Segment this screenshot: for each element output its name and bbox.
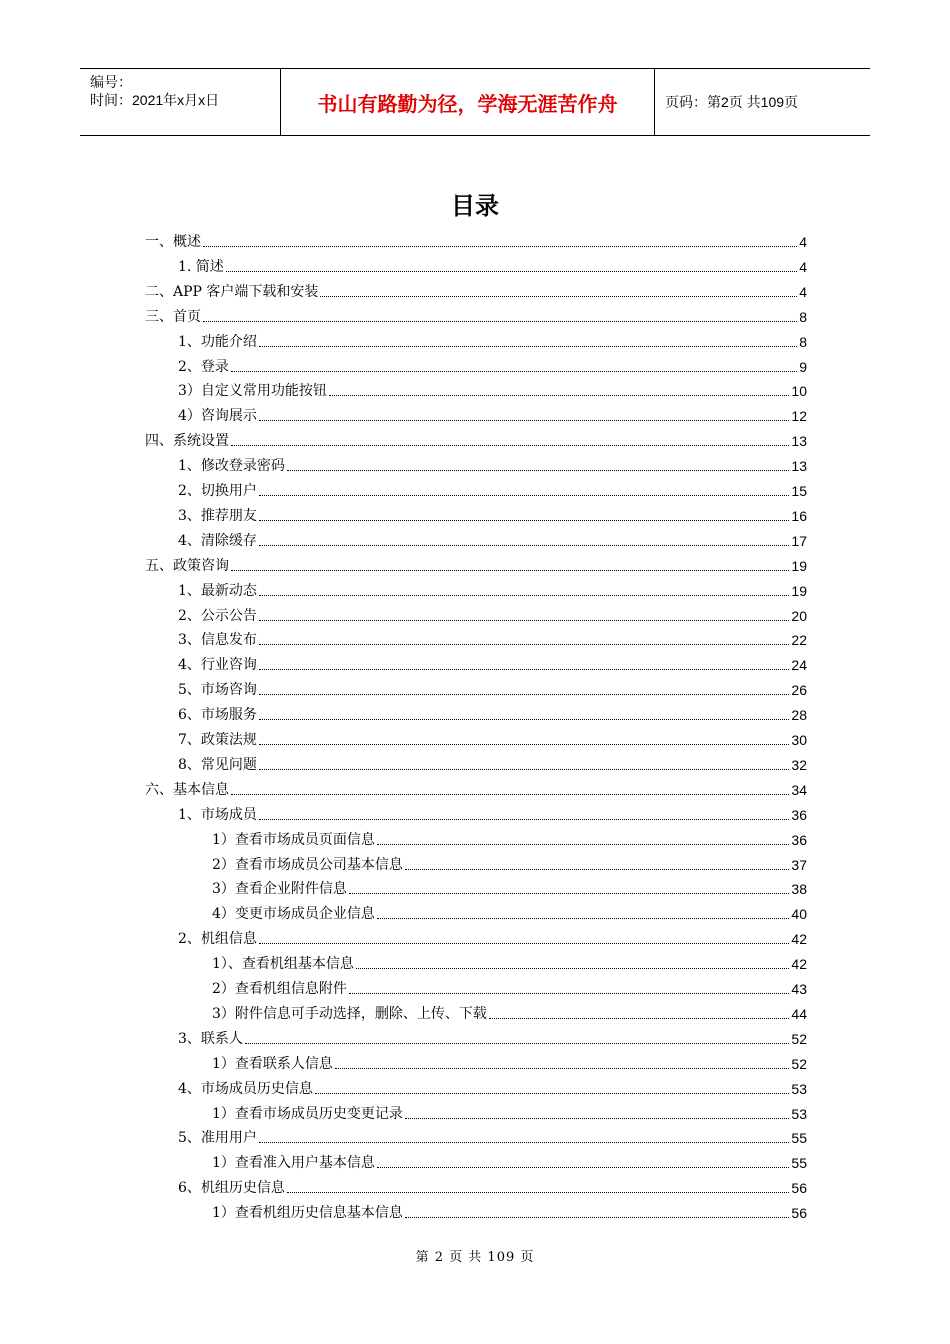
- toc-entry[interactable]: [178, 453, 807, 475]
- toc-dot-leader: [231, 371, 797, 372]
- toc-entry[interactable]: [178, 1076, 807, 1098]
- toc-entry[interactable]: [178, 1175, 807, 1197]
- toc-entry[interactable]: [212, 901, 807, 923]
- toc-entry-label: 5、准用用户: [178, 1130, 257, 1147]
- toc-entry[interactable]: [212, 827, 807, 849]
- toc-dot-leader: [231, 794, 789, 795]
- toc-dot-leader: [405, 869, 790, 870]
- toc-entry-label: 2、登录: [178, 358, 229, 375]
- toc-dot-leader: [226, 271, 797, 272]
- toc-dot-leader: [259, 694, 790, 695]
- toc-entry[interactable]: [178, 627, 807, 649]
- toc-entry-label: 2、机组信息: [178, 931, 257, 948]
- toc-entry-page: 30: [791, 732, 807, 748]
- toc-entry-label: 3）自定义常用功能按钮: [178, 383, 327, 400]
- toc-entry[interactable]: [145, 777, 807, 799]
- toc-entry-page: 36: [791, 831, 807, 848]
- toc-entry-label: 5、市场咨询: [178, 682, 257, 699]
- toc-entry[interactable]: [212, 876, 807, 898]
- toc-entry[interactable]: [145, 304, 807, 326]
- toc-entry[interactable]: [178, 652, 807, 674]
- toc-entry[interactable]: [212, 976, 807, 998]
- toc-entry-label: 7、政策法规: [178, 732, 257, 748]
- toc-entry-page: 43: [791, 981, 807, 997]
- toc-entry[interactable]: [212, 1150, 807, 1172]
- toc-entry-page: 12: [791, 408, 807, 425]
- toc-entry[interactable]: [178, 727, 807, 749]
- toc-dot-leader: [259, 644, 790, 645]
- toc-dot-leader: [356, 968, 790, 969]
- toc-entry-label: 8、常见问题: [178, 756, 257, 773]
- toc-entry-label: 6、机组历史信息: [178, 1180, 285, 1197]
- toc-dot-leader: [377, 918, 790, 919]
- toc-entry-page: 24: [791, 657, 807, 674]
- toc-dot-leader: [203, 246, 797, 247]
- toc-dot-leader: [259, 620, 790, 621]
- toc-dot-leader: [259, 943, 790, 944]
- toc-entry-label: 2、切换用户: [178, 483, 257, 499]
- time-label: 时间：2021年x月x日: [90, 92, 220, 108]
- toc-entry-page: 55: [791, 1130, 807, 1147]
- toc-entry[interactable]: [178, 478, 807, 500]
- toc-entry-page: 19: [791, 557, 807, 574]
- toc-dot-leader: [315, 1093, 790, 1094]
- toc-entry-label: 4）变更市场成员企业信息: [212, 906, 375, 923]
- toc-entry-label: 1、市场成员: [178, 806, 257, 823]
- toc-dot-leader: [259, 769, 790, 770]
- toc-entry[interactable]: [145, 279, 807, 301]
- toc-entry-page: 4: [799, 283, 807, 300]
- toc-entry[interactable]: [178, 329, 807, 351]
- toc-entry-label: 二、APP 客户端下载和安装: [145, 283, 319, 300]
- toc-entry-label: 2）查看市场成员公司基本信息: [212, 856, 403, 873]
- toc-entry[interactable]: [178, 677, 807, 699]
- toc-entry-page: 19: [791, 582, 807, 599]
- toc-entry[interactable]: [178, 603, 807, 625]
- toc-entry-label: 3）查看企业附件信息: [212, 881, 347, 898]
- toc-entry-page: 32: [791, 756, 807, 773]
- toc-entry[interactable]: [178, 403, 807, 425]
- toc-entry-page: 13: [791, 433, 807, 450]
- toc-entry-label: 1、修改登录密码: [178, 458, 285, 475]
- toc-entry-label: 1）查看准入用户基本信息: [212, 1155, 375, 1172]
- toc-dot-leader: [377, 1167, 790, 1168]
- toc-entry-page: 42: [791, 931, 807, 948]
- toc-entry[interactable]: [178, 528, 807, 550]
- toc-entry-page: 53: [791, 1105, 807, 1122]
- toc-dot-leader: [245, 1043, 790, 1044]
- toc-entry[interactable]: [178, 702, 807, 724]
- toc-entry-label: 4）咨询展示: [178, 408, 257, 425]
- toc-dot-leader: [259, 1142, 790, 1143]
- toc-entry[interactable]: [178, 354, 807, 376]
- toc-entry-page: 34: [791, 781, 807, 798]
- toc-entry-page: 22: [791, 632, 807, 649]
- toc-entry-label: 1）、查看机组基本信息: [212, 956, 354, 973]
- toc-entry-label: 3、信息发布: [178, 632, 257, 649]
- toc-entry-page: 17: [791, 532, 807, 549]
- toc-dot-leader: [203, 321, 797, 322]
- toc-entry-page: 26: [791, 682, 807, 699]
- toc-entry[interactable]: [178, 378, 807, 400]
- toc-entry[interactable]: [178, 752, 807, 774]
- header-motto: 书山有路勤为径，学海无涯苦作舟: [281, 69, 655, 135]
- toc-entry-label: 2）查看机组信息附件: [212, 981, 347, 997]
- toc-dot-leader: [259, 545, 790, 546]
- toc-entry-page: 56: [791, 1205, 807, 1222]
- toc-dot-leader: [259, 520, 790, 521]
- toc-entry[interactable]: [212, 1200, 807, 1222]
- toc-entry-page: 8: [799, 333, 807, 350]
- toc-dot-leader: [405, 1217, 790, 1218]
- toc-entry[interactable]: [145, 428, 807, 450]
- toc-entry-label: 六、基本信息: [145, 781, 229, 798]
- toc-entry[interactable]: [212, 852, 807, 874]
- toc-entry[interactable]: [178, 926, 807, 948]
- toc-entry-label: 3）附件信息可手动选择，删除、上传、下载: [212, 1005, 487, 1022]
- toc-dot-leader: [259, 719, 790, 720]
- header-page-info: 页码：第2页 共109页: [665, 94, 799, 110]
- page-header: [80, 68, 870, 136]
- toc-dot-leader: [259, 819, 790, 820]
- toc-entry-page: 38: [791, 881, 807, 898]
- toc-entry-page: 56: [791, 1180, 807, 1197]
- toc-entry-page: 40: [791, 906, 807, 923]
- toc-entry-page: 55: [791, 1155, 807, 1172]
- toc-dot-leader: [349, 993, 790, 994]
- toc-dot-leader: [489, 1018, 790, 1019]
- toc-entry-page: 4: [799, 234, 807, 250]
- toc-entry-label: 1. 简述: [178, 258, 224, 275]
- toc-entry-page: 13: [791, 458, 807, 475]
- toc-entry-label: 4、清除缓存: [178, 532, 257, 549]
- toc-entry[interactable]: [178, 578, 807, 600]
- toc-entry-page: 4: [799, 258, 807, 275]
- toc-dot-leader: [377, 844, 790, 845]
- page-footer: 第 2 页 共 109 页: [415, 1250, 535, 1265]
- toc-dot-leader: [259, 346, 797, 347]
- toc-dot-leader: [329, 395, 790, 396]
- toc-entry-page: 42: [791, 956, 807, 973]
- toc-dot-leader: [287, 1192, 790, 1193]
- toc-entry[interactable]: [212, 1101, 807, 1123]
- toc-dot-leader: [405, 1118, 790, 1119]
- toc-dot-leader: [231, 570, 789, 571]
- toc-entry-page: 53: [791, 1080, 807, 1097]
- toc-entry-page: 44: [791, 1005, 807, 1022]
- toc-dot-leader: [259, 744, 790, 745]
- toc-dot-leader: [259, 495, 790, 496]
- toc-entry-page: 36: [791, 806, 807, 823]
- toc-dot-leader: [320, 296, 797, 297]
- toc-entry-page: 15: [791, 483, 807, 499]
- toc-entry-page: 52: [791, 1030, 807, 1047]
- toc-entry-label: 1）查看市场成员页面信息: [212, 831, 375, 848]
- toc-entry-label: 1）查看市场成员历史变更记录: [212, 1105, 403, 1122]
- toc-entry[interactable]: [178, 1026, 807, 1048]
- toc-entry-label: 一、概述: [145, 234, 201, 250]
- toc-entry[interactable]: [212, 951, 807, 973]
- toc-entry-label: 五、政策咨询: [145, 557, 229, 574]
- toc-entry-page: 20: [791, 607, 807, 624]
- toc-dot-leader: [349, 893, 790, 894]
- toc-entry[interactable]: [178, 503, 807, 525]
- toc-entry[interactable]: [178, 1125, 807, 1147]
- toc-entry[interactable]: [145, 553, 807, 575]
- toc-entry-page: 52: [791, 1055, 807, 1072]
- toc-entry-label: 1）查看联系人信息: [212, 1055, 333, 1072]
- toc-entry-page: 37: [791, 856, 807, 873]
- toc-entry-page: 9: [799, 358, 807, 375]
- toc-entry-page: 28: [791, 707, 807, 724]
- toc-entry-label: 四、系统设置: [145, 433, 229, 450]
- toc-dot-leader: [231, 445, 789, 446]
- toc-entry[interactable]: [178, 802, 807, 824]
- toc-entry-label: 4、市场成员历史信息: [178, 1080, 313, 1097]
- toc-entry[interactable]: [145, 229, 807, 251]
- toc-dot-leader: [259, 420, 790, 421]
- toc-entry[interactable]: [212, 1051, 807, 1073]
- toc-dot-leader: [287, 470, 790, 471]
- number-label: 编号：: [90, 74, 132, 90]
- toc-entry-label: 1）查看机组历史信息基本信息: [212, 1205, 403, 1222]
- toc-entry-label: 2、公示公告: [178, 607, 257, 624]
- toc-entry-page: 10: [791, 383, 807, 400]
- toc-entry-page: 8: [799, 308, 807, 325]
- toc-entry-label: 1、功能介绍: [178, 333, 257, 350]
- toc-dot-leader: [259, 669, 790, 670]
- toc-entry-label: 3、联系人: [178, 1030, 243, 1047]
- toc-entry-label: 1、最新动态: [178, 582, 257, 599]
- header-meta: [80, 69, 281, 135]
- toc-entry-page: 16: [791, 507, 807, 524]
- toc-entry-label: 三、首页: [145, 308, 201, 325]
- page-title: 目录: [451, 192, 499, 220]
- toc-entry[interactable]: [212, 1001, 807, 1023]
- toc-dot-leader: [335, 1068, 790, 1069]
- toc-entry-label: 6、市场服务: [178, 707, 257, 724]
- toc-dot-leader: [259, 595, 790, 596]
- toc-entry[interactable]: [178, 254, 807, 276]
- toc-entry-label: 3、推荐朋友: [178, 507, 257, 524]
- toc-entry-label: 4、行业咨询: [178, 657, 257, 674]
